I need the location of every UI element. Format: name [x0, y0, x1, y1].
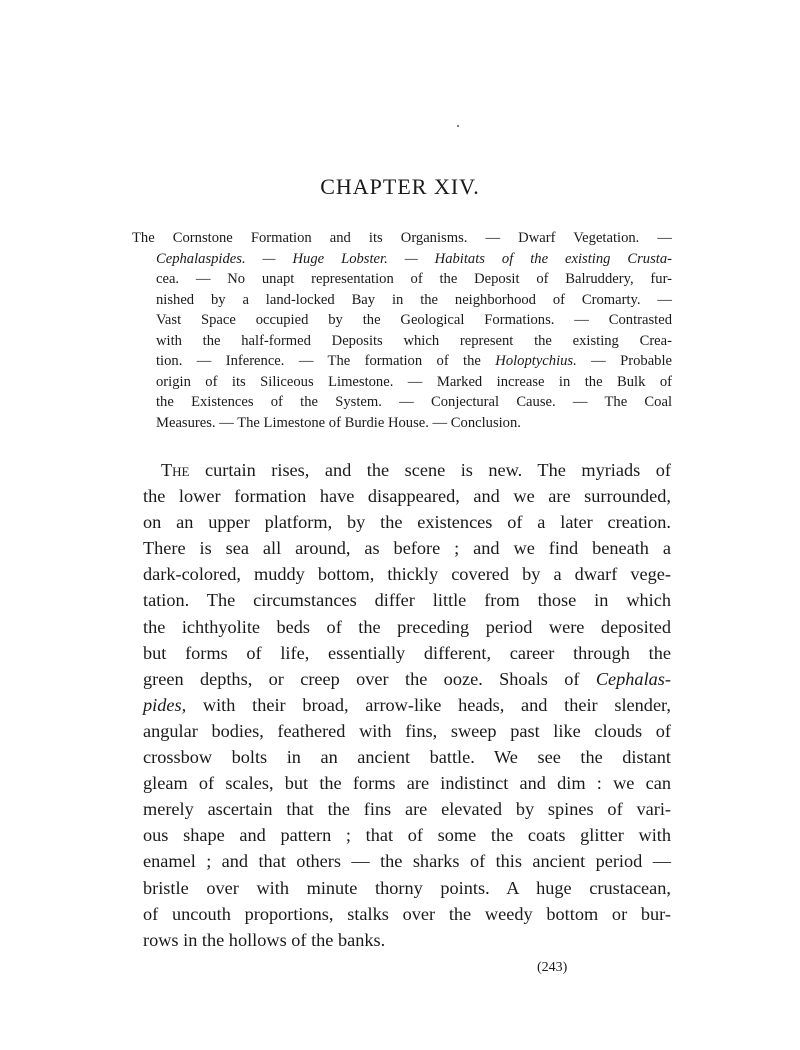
summary-line: Vast Space occupied by the Geological Formations. — Contrasted [156, 312, 672, 328]
summary-line: origin of its Siliceous Limestone. — Marked increase in the Bulk of [156, 373, 672, 390]
body-line: crossbow bolts in an ancient battle. We see the distant [143, 747, 671, 768]
body-line: ous shape and pattern ; that of some the coats glitter with [143, 825, 671, 846]
summary-line: Measures. — The Limestone of Burdie House. — Conclusion. [156, 414, 521, 431]
body-line: merely ascertain that the fins are elevated by spines of vari- [143, 799, 671, 820]
body-line: the lower formation have disappeared, and we are surrounded, [143, 486, 671, 507]
summary-line: nished by a land-locked Bay in the neighborhood of Cromarty. — [156, 291, 672, 308]
summary-line-text: Cephalaspides. — Huge Lobster. — Habitats of the existing Crusta- [156, 250, 672, 267]
opening-line-text: curtain rises, and the scene is new. The myriads of [189, 460, 671, 480]
chapter-heading: CHAPTER XIV. [320, 174, 480, 199]
paper-speck [457, 125, 459, 127]
summary-line: The Cornstone Formation and its Organisms. — Dwarf Vegetation. — [132, 230, 672, 246]
body-line: but forms of life, essentially different, career through the [143, 642, 671, 663]
body-line: green depths, or creep over the ooze. Shoals of Cephalas- [143, 668, 671, 689]
body-line: tation. The circumstances differ little from those in which [143, 590, 671, 611]
chapter-body [143, 457, 671, 953]
body-line: dark-colored, muddy bottom, thickly covered by a dwarf vege- [143, 564, 671, 585]
body-line: the ichthyolite beds of the preceding period were deposited [143, 616, 671, 637]
body-line: enamel ; and that others — the sharks of this ancient period — [143, 851, 671, 872]
page-number: (243) [537, 960, 568, 975]
summary-line [132, 249, 672, 270]
summary-line: with the half-formed Deposits which represent the existing Crea- [156, 332, 672, 349]
body-line: of uncouth proportions, stalks over the weedy bottom or bur- [143, 903, 671, 924]
body-line: gleam of scales, but the forms are indistinct and dim : we can [143, 773, 671, 794]
chapter-summary [132, 228, 672, 433]
body-line [143, 457, 671, 483]
summary-line: cea. — No unapt representation of the Deposit of Balruddery, fur- [156, 271, 672, 287]
body-line: bristle over with minute thorny points. A huge crustacean, [143, 877, 671, 898]
body-line: angular bodies, feathered with fins, sweep past like clouds of [143, 720, 671, 741]
summary-line: tion. — Inference. — The formation of the Holoptychius. — Probable [156, 353, 672, 369]
body-line: on an upper platform, by the existences of a later creation. [143, 512, 671, 533]
body-line: rows in the hollows of the banks. [143, 929, 386, 950]
opening-word: The [161, 460, 190, 480]
summary-line: the Existences of the System. — Conjectural Cause. — The Coal [156, 394, 672, 410]
body-line: There is sea all around, as before ; and we find beneath a [143, 538, 671, 559]
body-line: pides, with their broad, arrow-like heads, and their slender, [143, 694, 671, 715]
